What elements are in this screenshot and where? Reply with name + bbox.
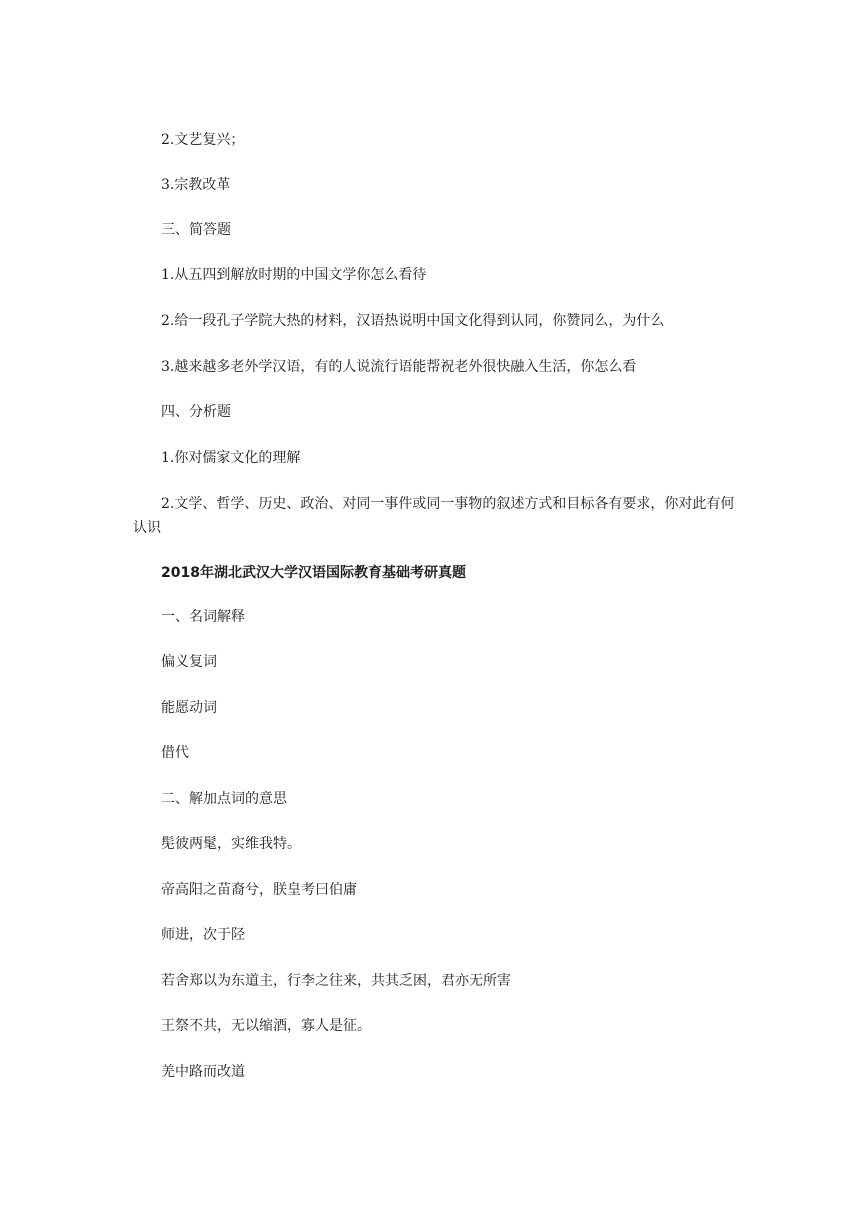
section-title: 二、解加点词的意思: [161, 791, 287, 807]
list-item: 王祭不共，无以缩酒，寡人是征。: [161, 1018, 371, 1034]
list-item: 若舍郑以为东道主，行李之往来，共其乏困，君亦无所害: [161, 973, 511, 989]
paragraph: 2.文学、哲学、历史、政治、对同一事件或同一事物的叙述方式和目标各有要求，你对此有何认识: [133, 496, 735, 536]
list-item: 髧彼两髦，实维我特。: [161, 836, 301, 852]
list-item: 能愿动词: [161, 700, 217, 716]
section-title: 一、名词解释: [161, 609, 245, 625]
list-item: 3.越来越多老外学汉语，有的人说流行语能帮祝老外很快融入生活，你怎么看: [161, 359, 637, 375]
section-title: 四、分析题: [161, 404, 231, 420]
list-item: 师进，次于陉: [161, 927, 245, 943]
list-item: 偏义复词: [161, 654, 217, 670]
list-item: 帝高阳之苗裔兮，朕皇考曰伯庸: [161, 882, 357, 898]
list-item: 2.文艺复兴；: [161, 132, 245, 148]
list-item: 1.从五四到解放时期的中国文学你怎么看待: [161, 267, 427, 283]
list-item: 2.给一段孔子学院大热的材料，汉语热说明中国文化得到认同，你赞同么，为什么: [161, 313, 665, 329]
list-item: 羌中路而改道: [161, 1064, 245, 1080]
section-title: 三、简答题: [161, 222, 231, 238]
page-heading: 2018年湖北武汉大学汉语国际教育基础考研真题: [161, 565, 466, 581]
list-item: 3.宗教改革: [161, 177, 231, 193]
list-item: 借代: [161, 745, 189, 761]
list-item: 1.你对儒家文化的理解: [161, 450, 301, 466]
